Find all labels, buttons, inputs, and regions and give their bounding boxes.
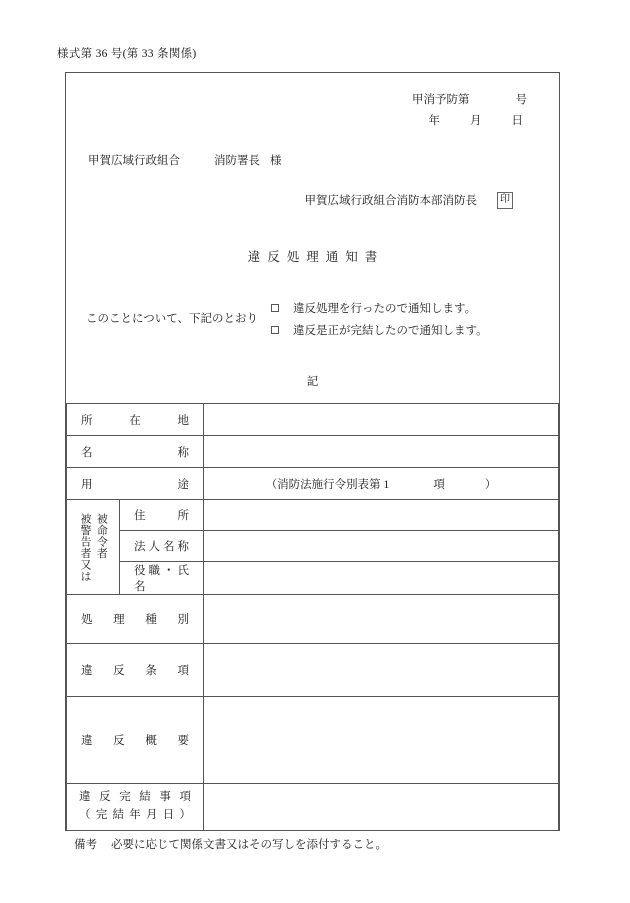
party-vertical-label [67, 500, 120, 595]
party-label-warned: 被警告者又は [79, 513, 91, 582]
seal-stamp-box: 印 [497, 192, 513, 209]
document-number-line [412, 91, 527, 107]
table-row [67, 562, 559, 595]
table-row [67, 436, 559, 468]
table-row [67, 404, 559, 436]
completion-label-line1: 違反完結事項 [79, 791, 191, 804]
addressee-line [88, 152, 282, 168]
usage-law-reference: （消防法施行令別表第 1 [265, 478, 390, 491]
form-number: 様式第 36 号(第 33 条関係) [57, 48, 197, 60]
checkbox-icon[interactable] [271, 304, 279, 312]
document-number-suffix: 号 [515, 94, 527, 106]
table-row [67, 595, 559, 644]
row-value-position-name[interactable] [204, 562, 559, 595]
document-header-block [66, 73, 559, 403]
ki-mark: 記 [306, 376, 319, 388]
form-table [66, 403, 559, 831]
date-day: 日 [511, 115, 523, 127]
row-label-corporate-name: 法人名称 [120, 531, 204, 562]
row-value-processing-type[interactable] [204, 595, 559, 644]
row-value-violated-article[interactable] [204, 644, 559, 697]
row-label-address: 住所 [120, 500, 204, 531]
row-value-completion[interactable] [204, 784, 559, 831]
document-number-label: 甲消予防第 [412, 94, 470, 106]
usage-item-label: 項 [433, 478, 445, 491]
table-row [67, 531, 559, 562]
row-label-position-name: 役職・氏名 [120, 562, 204, 595]
table-row [67, 784, 559, 831]
statement-lead-text: このことについて、下記のとおり [86, 313, 259, 325]
document-date-line [429, 112, 524, 128]
row-label-violation-summary: 違反概要 [67, 697, 204, 784]
footer-note-label: 備考 [74, 839, 97, 851]
footer-note-text: 必要に応じて関係文書又はその写しを添付すること。 [111, 839, 387, 851]
checkbox-icon[interactable] [271, 326, 279, 334]
checkbox-option-1-label: 違反処理を行ったので通知します。 [293, 303, 477, 315]
row-value-violation-summary[interactable] [204, 697, 559, 784]
row-label-processing-type: 処理種別 [67, 595, 204, 644]
addressee-honorific: 様 [270, 155, 282, 167]
checkbox-option-1[interactable] [271, 300, 476, 316]
row-label-usage: 用途 [67, 468, 204, 500]
row-value-location[interactable] [204, 404, 559, 436]
party-label-ordered: 被命令者 [95, 513, 108, 559]
page-title: 違反処理通知書 [247, 250, 385, 264]
row-value-name[interactable] [204, 436, 559, 468]
footer-note [74, 836, 387, 852]
addressee-title: 消防署長 [214, 155, 260, 167]
row-label-location: 所在地 [67, 404, 204, 436]
row-value-corporate-name[interactable] [204, 531, 559, 562]
document-frame [65, 72, 560, 831]
sender-line [305, 192, 514, 210]
sender-name: 甲賀広域行政組合消防本部消防長 [304, 195, 477, 207]
row-label-completion [67, 784, 204, 831]
row-label-violated-article: 違反条項 [67, 644, 204, 697]
table-row [67, 468, 559, 500]
row-value-usage[interactable] [204, 468, 559, 500]
row-value-address[interactable] [204, 500, 559, 531]
table-row [67, 697, 559, 784]
row-label-name: 名称 [67, 436, 204, 468]
checkbox-option-2[interactable] [271, 322, 488, 338]
checkbox-option-2-label: 違反是正が完結したので通知します。 [293, 325, 488, 337]
addressee-organization: 甲賀広域行政組合 [88, 155, 180, 167]
date-year: 年 [428, 115, 440, 127]
usage-close-paren: ） [484, 478, 497, 491]
completion-label-line2: （完結年月日） [79, 809, 191, 821]
date-month: 月 [470, 115, 482, 127]
table-row [67, 644, 559, 697]
table-row [67, 500, 559, 531]
